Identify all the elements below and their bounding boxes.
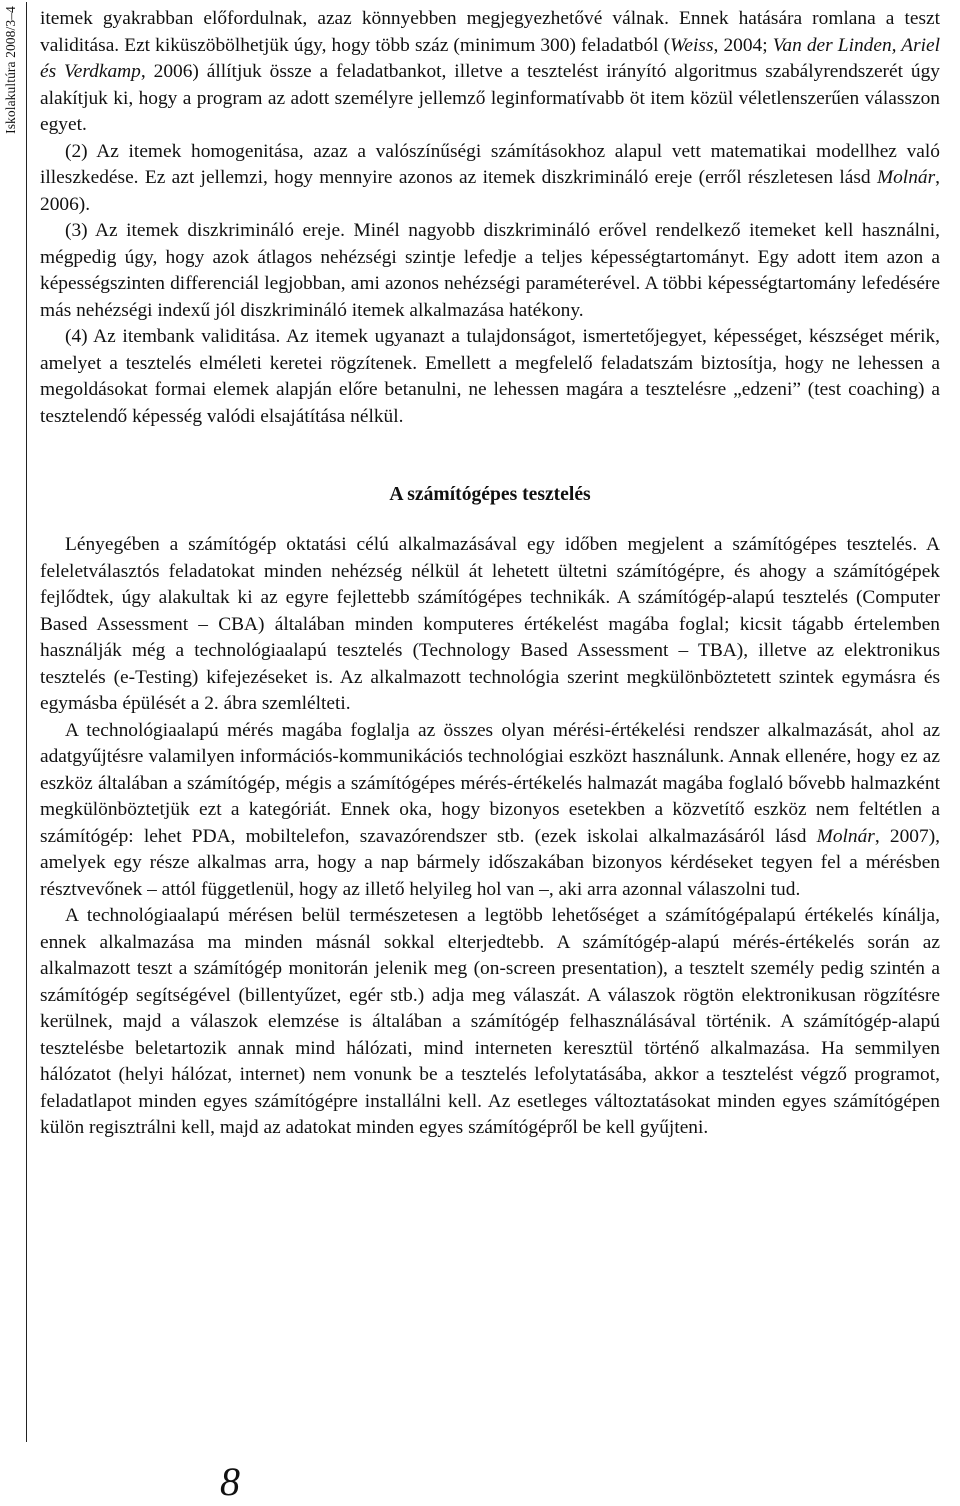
text-span: , 2006) állítjuk össze a feladatbankot, illetve a tesztelést irányító algoritmus szabályrendszerét úgy alakítjuk ki, hogy a program az adott személyre jellemző leginformatívabb öt item közül véletlenszerűen válasszon egyet. — [40, 61, 940, 135]
journal-title: Iskolakultúra 2008/3–4 — [3, 6, 18, 134]
paragraph-item-4: (4) Az itembank validitása. Az itemek ugyanazt a tulajdonságot, ismertetőjegyet, képességet, készséget mérik, amelyet a tesztelés elméleti keretei rögzítenek. Emellett a megfelelő feladatszám biztosítja, hogy ne lehessen a megoldásokat formai elemek alapján előre betanulni, ne lehessen magára a tesztelésre „edzeni” (test coaching) a tesztelendő képesség valódi elsajátítása nélkül. — [40, 326, 940, 427]
paragraph-continued — [40, 6, 940, 139]
section-paragraph-3: A technológiaalapú mérésen belül természetesen a legtöbb lehetőséget a számítógépalapú értékelés kínálja, ennek alkalmazása ma minden másnál sokkal elterjedtebb. A számítógép-alapú mérés-értékelés során az alkalmazott teszt a számítógép monitorán jelenik meg (on-screen presentation), a tesztelt személy pedig szintén a számítógép segítségével (billentyűzet, egér stb.) adja meg válaszát. A válaszok rögtön elektronikusan rögzítésre kerülnek, majd a válaszok elemzése is általában a számítógép felhasználásával történik. A számítógép-alapú tesztelésbe beletartozik annak mind hálózati, mind interneten keresztül történő alkalmazása. Ha semmilyen hálózatot (helyi hálózat, internet) nem vonunk be a tesztelés lefolytatásába, akkor a tesztelést végző programot, feladatlapot minden egyes számítógépre installálni kell. Az esetleges változtatásokat minden egyes számítógépen külön regisztrálni kell, majd az adatokat minden egyes számítógépről be kell gyűjteni. — [40, 905, 940, 1138]
paragraph-item-2 — [40, 139, 940, 219]
citation: Molnár — [876, 167, 936, 188]
running-head — [0, 0, 22, 140]
article-body — [40, 6, 940, 1142]
margin-rule — [26, 2, 27, 1442]
section-title: A számítógépes tesztelés — [389, 484, 591, 505]
text-span: , 2007), amelyek egy része alkalmas arra, hogy a nap bármely időszakában bizonyos kérdéseket tegyen fel a mérésben résztvevőnek – attól függetlenül, hogy az illető helyileg hol van –, aki arra azonnal válaszolni tud. — [40, 825, 940, 900]
text-span: itemek gyakrabban előfordulnak, azaz könnyebben megjegyezhetővé válnak. Ennek hatására romlana a teszt validitása. Ezt kiküszöbölhetjük úgy, hogy több száz (minimum 300) feladatból ( — [40, 8, 940, 56]
section-paragraph-1: Lényegében a számítógép oktatási célú alkalmazásával egy időben megjelent a számítógépes tesztelés. A feleletválasztós feladatokat minden nehézség nélkül át lehetett ültetni számítógépre, és ahogy a számítógépek fejlődtek, úgy alakultak ki az egyre fejlettebb számítógépes technikák. A számítógép-alapú tesztelés (Computer Based Assessment – CBA) általában minden komputeres értékelést magába foglal; kicsit tágabb értelemben használják még a technológiaalapú tesztelés (Technology Based Assessment – TBA), illetve az elektronikus tesztelés (e-Testing) kifejezéseket is. Az alkalmazott technológia szerint megkülönböztetett szintek egymásra és egymásba épülését a 2. ábra szemlélteti. — [40, 534, 940, 714]
paragraph-item-3: (3) Az itemek diszkrimináló ereje. Minél nagyobb diszkrimináló erővel rendelkező itemeket kell használni, mégpedig úgy, hogy azok átlagos nehézségi szintje lefedje a teljes képességtartományt. Egy adott item azon a képességszinten differenciál legjobban, ami azonos nehézségi paraméterével. A többi képességtartomány lefedésére más nehézségi indexű jól diszkrimináló itemek alkalmazása hatékony. — [40, 220, 940, 321]
citation: Molnár — [816, 825, 875, 847]
text-span: , 2006). — [40, 167, 940, 215]
citation: Weiss — [670, 34, 714, 56]
text-span: , 2004; — [713, 34, 773, 56]
text-span: (2) Az itemek homogenitása, azaz a valószínűségi számításokhoz alapul vett matematikai modellhez való illeszkedése. Ez azt jellemzi, hogy mennyire azonos az itemek diszkrimináló ereje (erről részletesen lásd — [40, 140, 940, 188]
citation: Van der Linden, Ariel és Verdkamp — [40, 34, 941, 82]
page-number: 8 — [220, 1459, 240, 1504]
section-paragraph-2 — [40, 718, 940, 904]
text-span: A technológiaalapú mérés magába foglalja az összes olyan mérési-értékelési rendszer alkalmazását, ahol az adatgyűjtésre valamilyen információs-kommunikációs technológiai eszközt használunk. Annak ellenére, hogy ez az eszköz általában a számítógép, mégis a számítógépes mérés-értékelés halmazát magába foglaló bővebb halmazként megkülönböztetjük ezt a kategóriát. Ennek oka, hogy bizonyos esetekben a közvetítő eszköz nem feltétlen a számítógép: lehet PDA, mobiltelefon, szavazórendszer stb. (ezek iskolai alkalmazásáról lásd — [40, 719, 940, 847]
